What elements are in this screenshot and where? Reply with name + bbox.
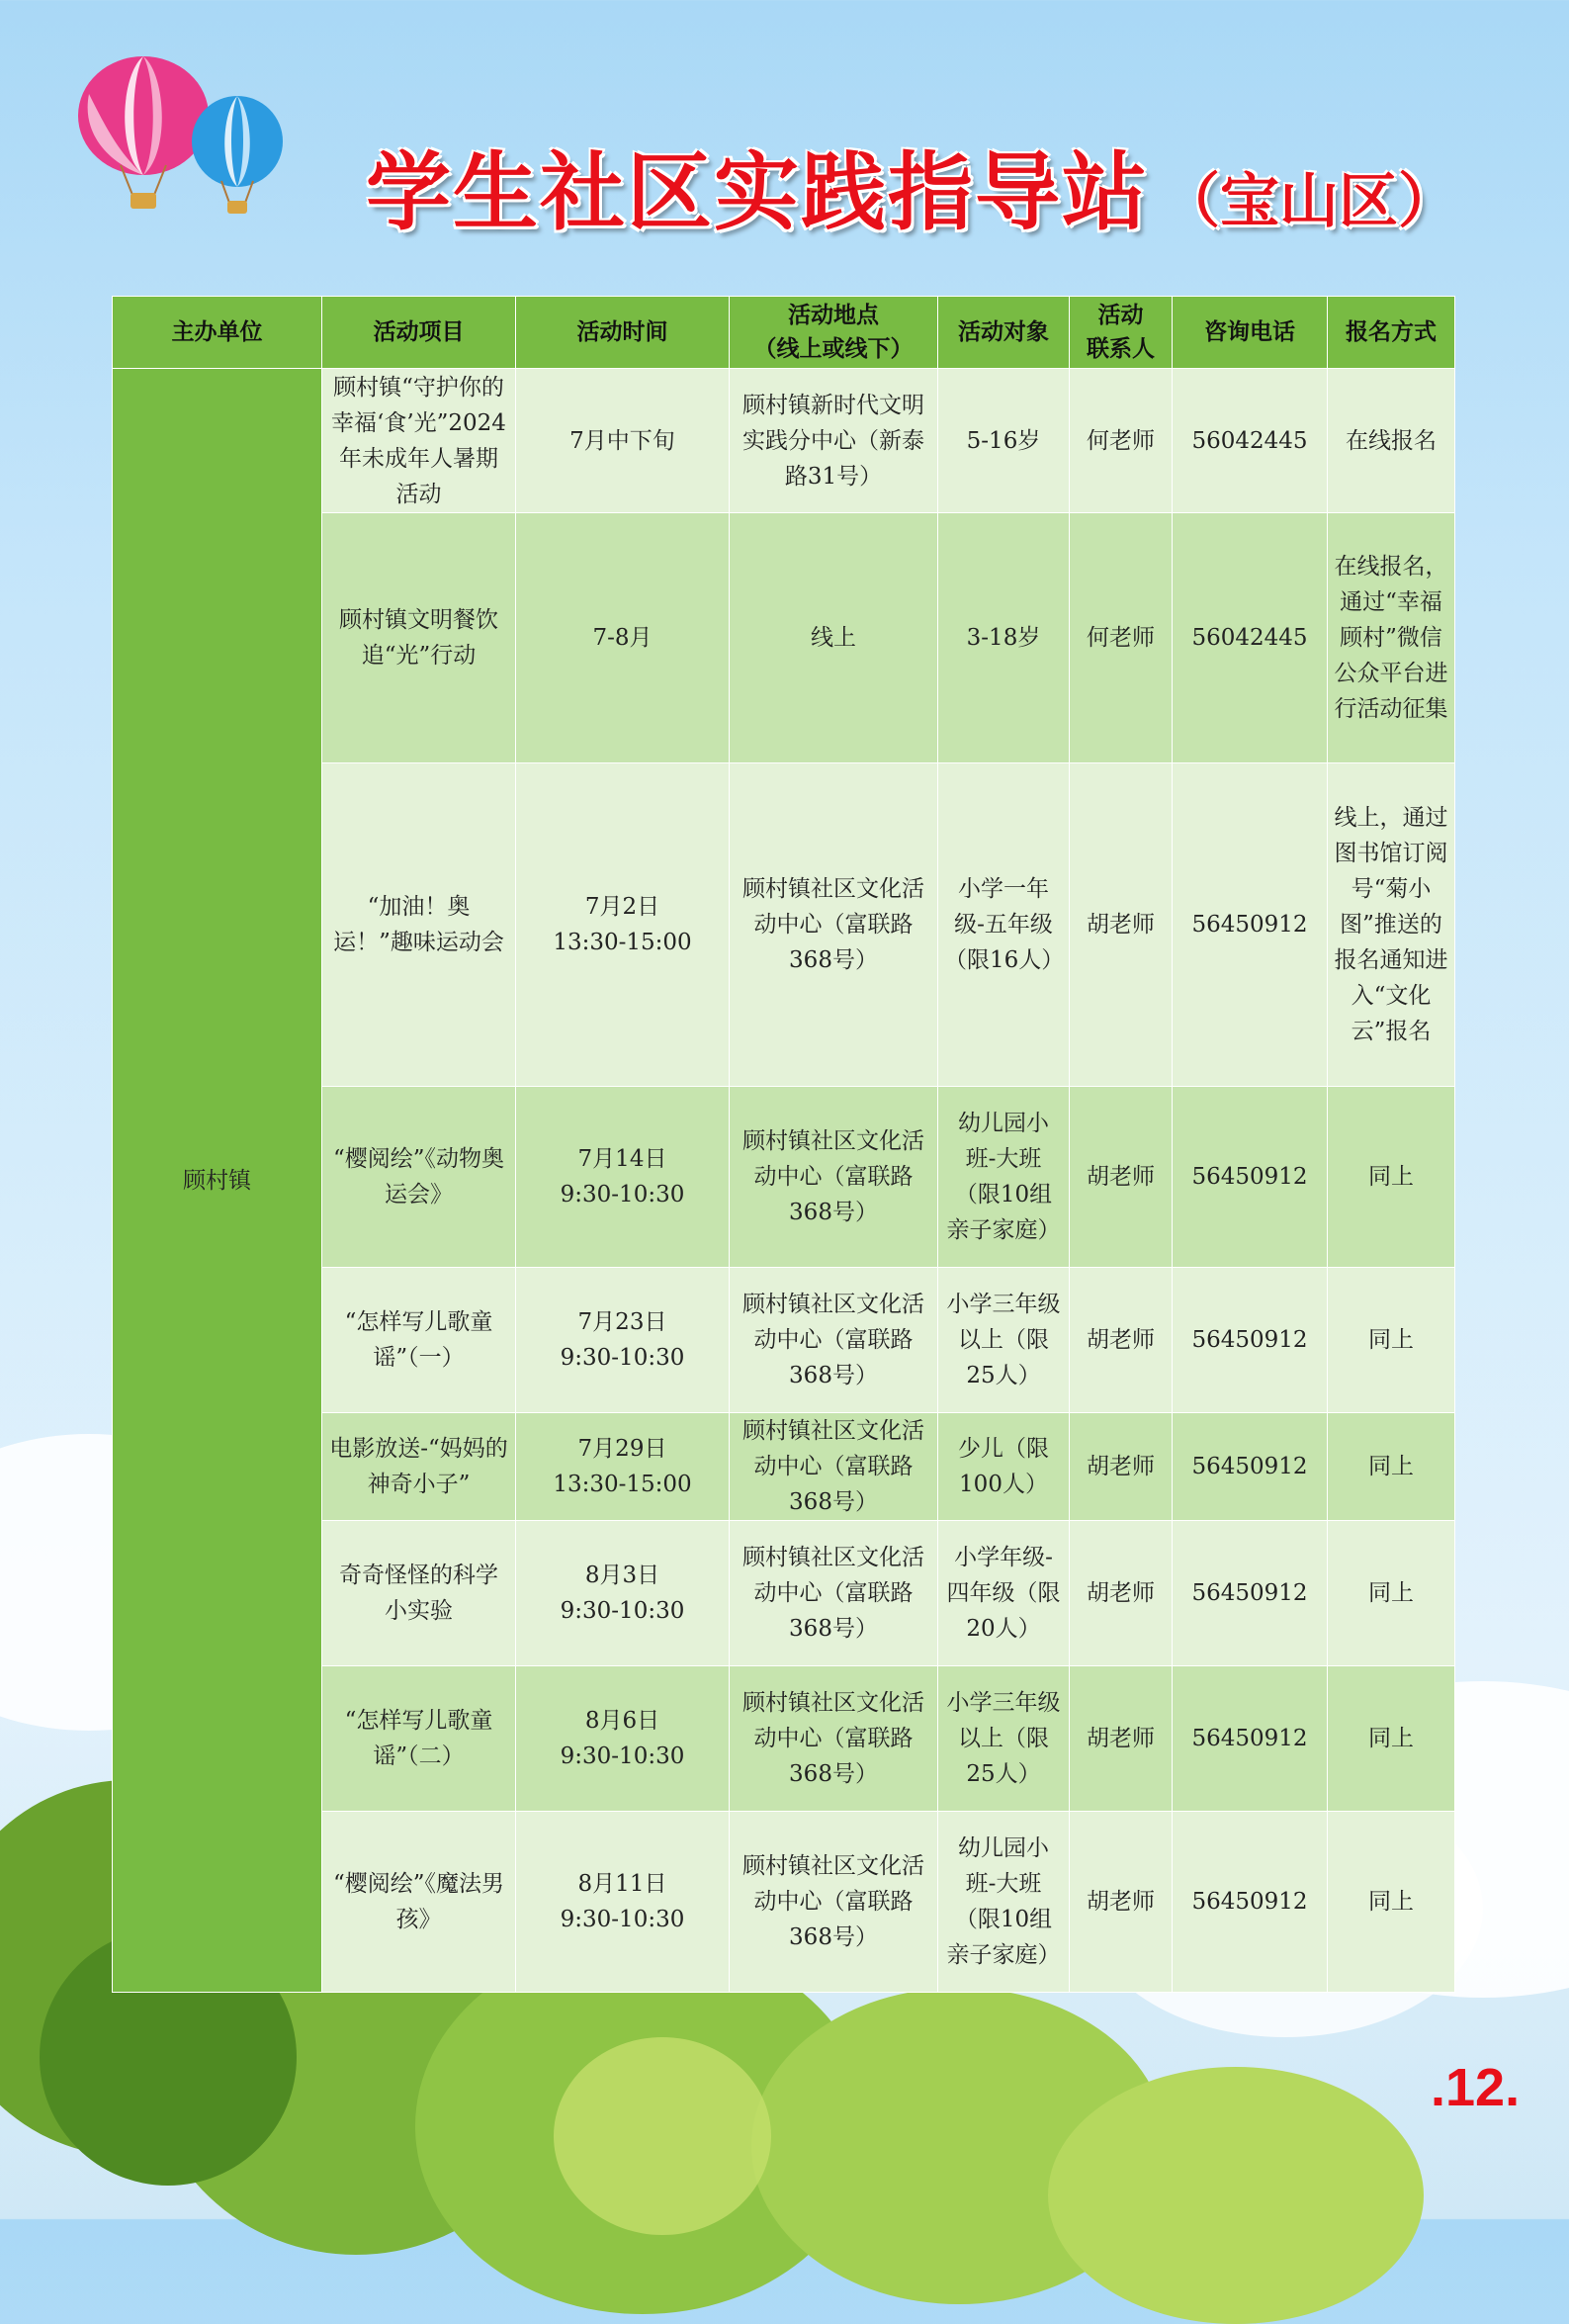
signup-cell: 同上	[1328, 1087, 1455, 1268]
target-cell: 5-16岁	[938, 369, 1070, 513]
header-signup: 报名方式	[1328, 297, 1455, 369]
header-contact: 活动 联系人	[1070, 297, 1173, 369]
project-cell: “怎样写儿歌童谣”（二）	[322, 1666, 516, 1812]
target-cell: 幼儿园小班-大班（限10组亲子家庭）	[938, 1087, 1070, 1268]
phone-cell: 56450912	[1173, 1666, 1328, 1812]
signup-cell: 在线报名，通过“幸福顾村”微信公众平台进行活动征集	[1328, 513, 1455, 763]
signup-cell: 同上	[1328, 1413, 1455, 1521]
header-target: 活动对象	[938, 297, 1070, 369]
contact-cell: 何老师	[1070, 513, 1173, 763]
contact-cell: 胡老师	[1070, 1087, 1173, 1268]
time-cell: 7月14日 9:30-10:30	[516, 1087, 730, 1268]
contact-cell: 胡老师	[1070, 1812, 1173, 1993]
activity-schedule-table	[112, 296, 1455, 1993]
phone-cell: 56450912	[1173, 1087, 1328, 1268]
header-project: 活动项目	[322, 297, 516, 369]
project-cell: 顾村镇文明餐饮追“光”行动	[322, 513, 516, 763]
location-cell: 顾村镇社区文化活动中心（富联路368号）	[730, 1413, 938, 1521]
contact-cell: 胡老师	[1070, 1521, 1173, 1666]
phone-cell: 56450912	[1173, 1812, 1328, 1993]
title-main: 学生社区实践指导站	[366, 143, 1149, 242]
target-cell: 小学年级-四年级（限20人）	[938, 1521, 1070, 1666]
hot-air-balloons-icon	[59, 54, 297, 223]
target-cell: 幼儿园小班-大班（限10组亲子家庭）	[938, 1812, 1070, 1993]
target-cell: 小学三年级以上（限25人）	[938, 1666, 1070, 1812]
phone-cell: 56450912	[1173, 1521, 1328, 1666]
target-cell: 小学一年级-五年级（限16人）	[938, 763, 1070, 1087]
phone-cell: 56042445	[1173, 369, 1328, 513]
phone-cell: 56450912	[1173, 1413, 1328, 1521]
time-cell: 7月23日 9:30-10:30	[516, 1268, 730, 1413]
location-cell: 顾村镇社区文化活动中心（富联路368号）	[730, 1087, 938, 1268]
location-cell: 顾村镇社区文化活动中心（富联路368号）	[730, 763, 938, 1087]
header-phone: 咨询电话	[1173, 297, 1328, 369]
contact-cell: 胡老师	[1070, 1666, 1173, 1812]
phone-cell: 56450912	[1173, 1268, 1328, 1413]
signup-cell: 同上	[1328, 1268, 1455, 1413]
time-cell: 7-8月	[516, 513, 730, 763]
signup-cell: 线上，通过图书馆订阅号“菊小图”推送的报名通知进入“文化云”报名	[1328, 763, 1455, 1087]
signup-cell: 同上	[1328, 1812, 1455, 1993]
target-cell: 小学三年级以上（限25人）	[938, 1268, 1070, 1413]
time-cell: 7月29日 13:30-15:00	[516, 1413, 730, 1521]
time-cell: 8月6日 9:30-10:30	[516, 1666, 730, 1812]
project-cell: “樱阅绘”《魔法男孩》	[322, 1812, 516, 1993]
signup-cell: 同上	[1328, 1666, 1455, 1812]
contact-cell: 胡老师	[1070, 763, 1173, 1087]
phone-cell: 56450912	[1173, 763, 1328, 1087]
project-cell: “加油！奥运！”趣味运动会	[322, 763, 516, 1087]
header-location: 活动地点 （线上或线下）	[730, 297, 938, 369]
time-cell: 8月11日 9:30-10:30	[516, 1812, 730, 1993]
time-cell: 7月中下旬	[516, 369, 730, 513]
project-cell: “樱阅绘”《动物奥运会》	[322, 1087, 516, 1268]
location-cell: 线上	[730, 513, 938, 763]
project-cell: 电影放送-“妈妈的神奇小子”	[322, 1413, 516, 1521]
page-number: .12.	[1431, 2058, 1521, 2117]
location-cell: 顾村镇新时代文明实践分中心（新泰路31号）	[730, 369, 938, 513]
signup-cell: 同上	[1328, 1521, 1455, 1666]
target-cell: 3-18岁	[938, 513, 1070, 763]
table-header-row	[113, 297, 1455, 369]
location-cell: 顾村镇社区文化活动中心（富联路368号）	[730, 1521, 938, 1666]
location-cell: 顾村镇社区文化活动中心（富联路368号）	[730, 1666, 938, 1812]
contact-cell: 何老师	[1070, 369, 1173, 513]
header-organizer: 主办单位	[113, 297, 322, 369]
location-cell: 顾村镇社区文化活动中心（富联路368号）	[730, 1812, 938, 1993]
contact-cell: 胡老师	[1070, 1268, 1173, 1413]
table-body	[113, 369, 1455, 1993]
table-row	[113, 369, 1455, 513]
phone-cell: 56042445	[1173, 513, 1328, 763]
signup-cell: 在线报名	[1328, 369, 1455, 513]
location-cell: 顾村镇社区文化活动中心（富联路368号）	[730, 1268, 938, 1413]
title-district: （宝山区）	[1161, 167, 1457, 236]
time-cell: 8月3日 9:30-10:30	[516, 1521, 730, 1666]
organizer-cell: 顾村镇	[113, 369, 322, 1993]
project-cell: 奇奇怪怪的科学小实验	[322, 1521, 516, 1666]
project-cell: “怎样写儿歌童谣”（一）	[322, 1268, 516, 1413]
page-title	[366, 124, 1457, 242]
header-time: 活动时间	[516, 297, 730, 369]
time-cell: 7月2日 13:30-15:00	[516, 763, 730, 1087]
project-cell: 顾村镇“守护你的幸福‘食’光”2024年未成年人暑期活动	[322, 369, 516, 513]
contact-cell: 胡老师	[1070, 1413, 1173, 1521]
target-cell: 少儿（限100人）	[938, 1413, 1070, 1521]
